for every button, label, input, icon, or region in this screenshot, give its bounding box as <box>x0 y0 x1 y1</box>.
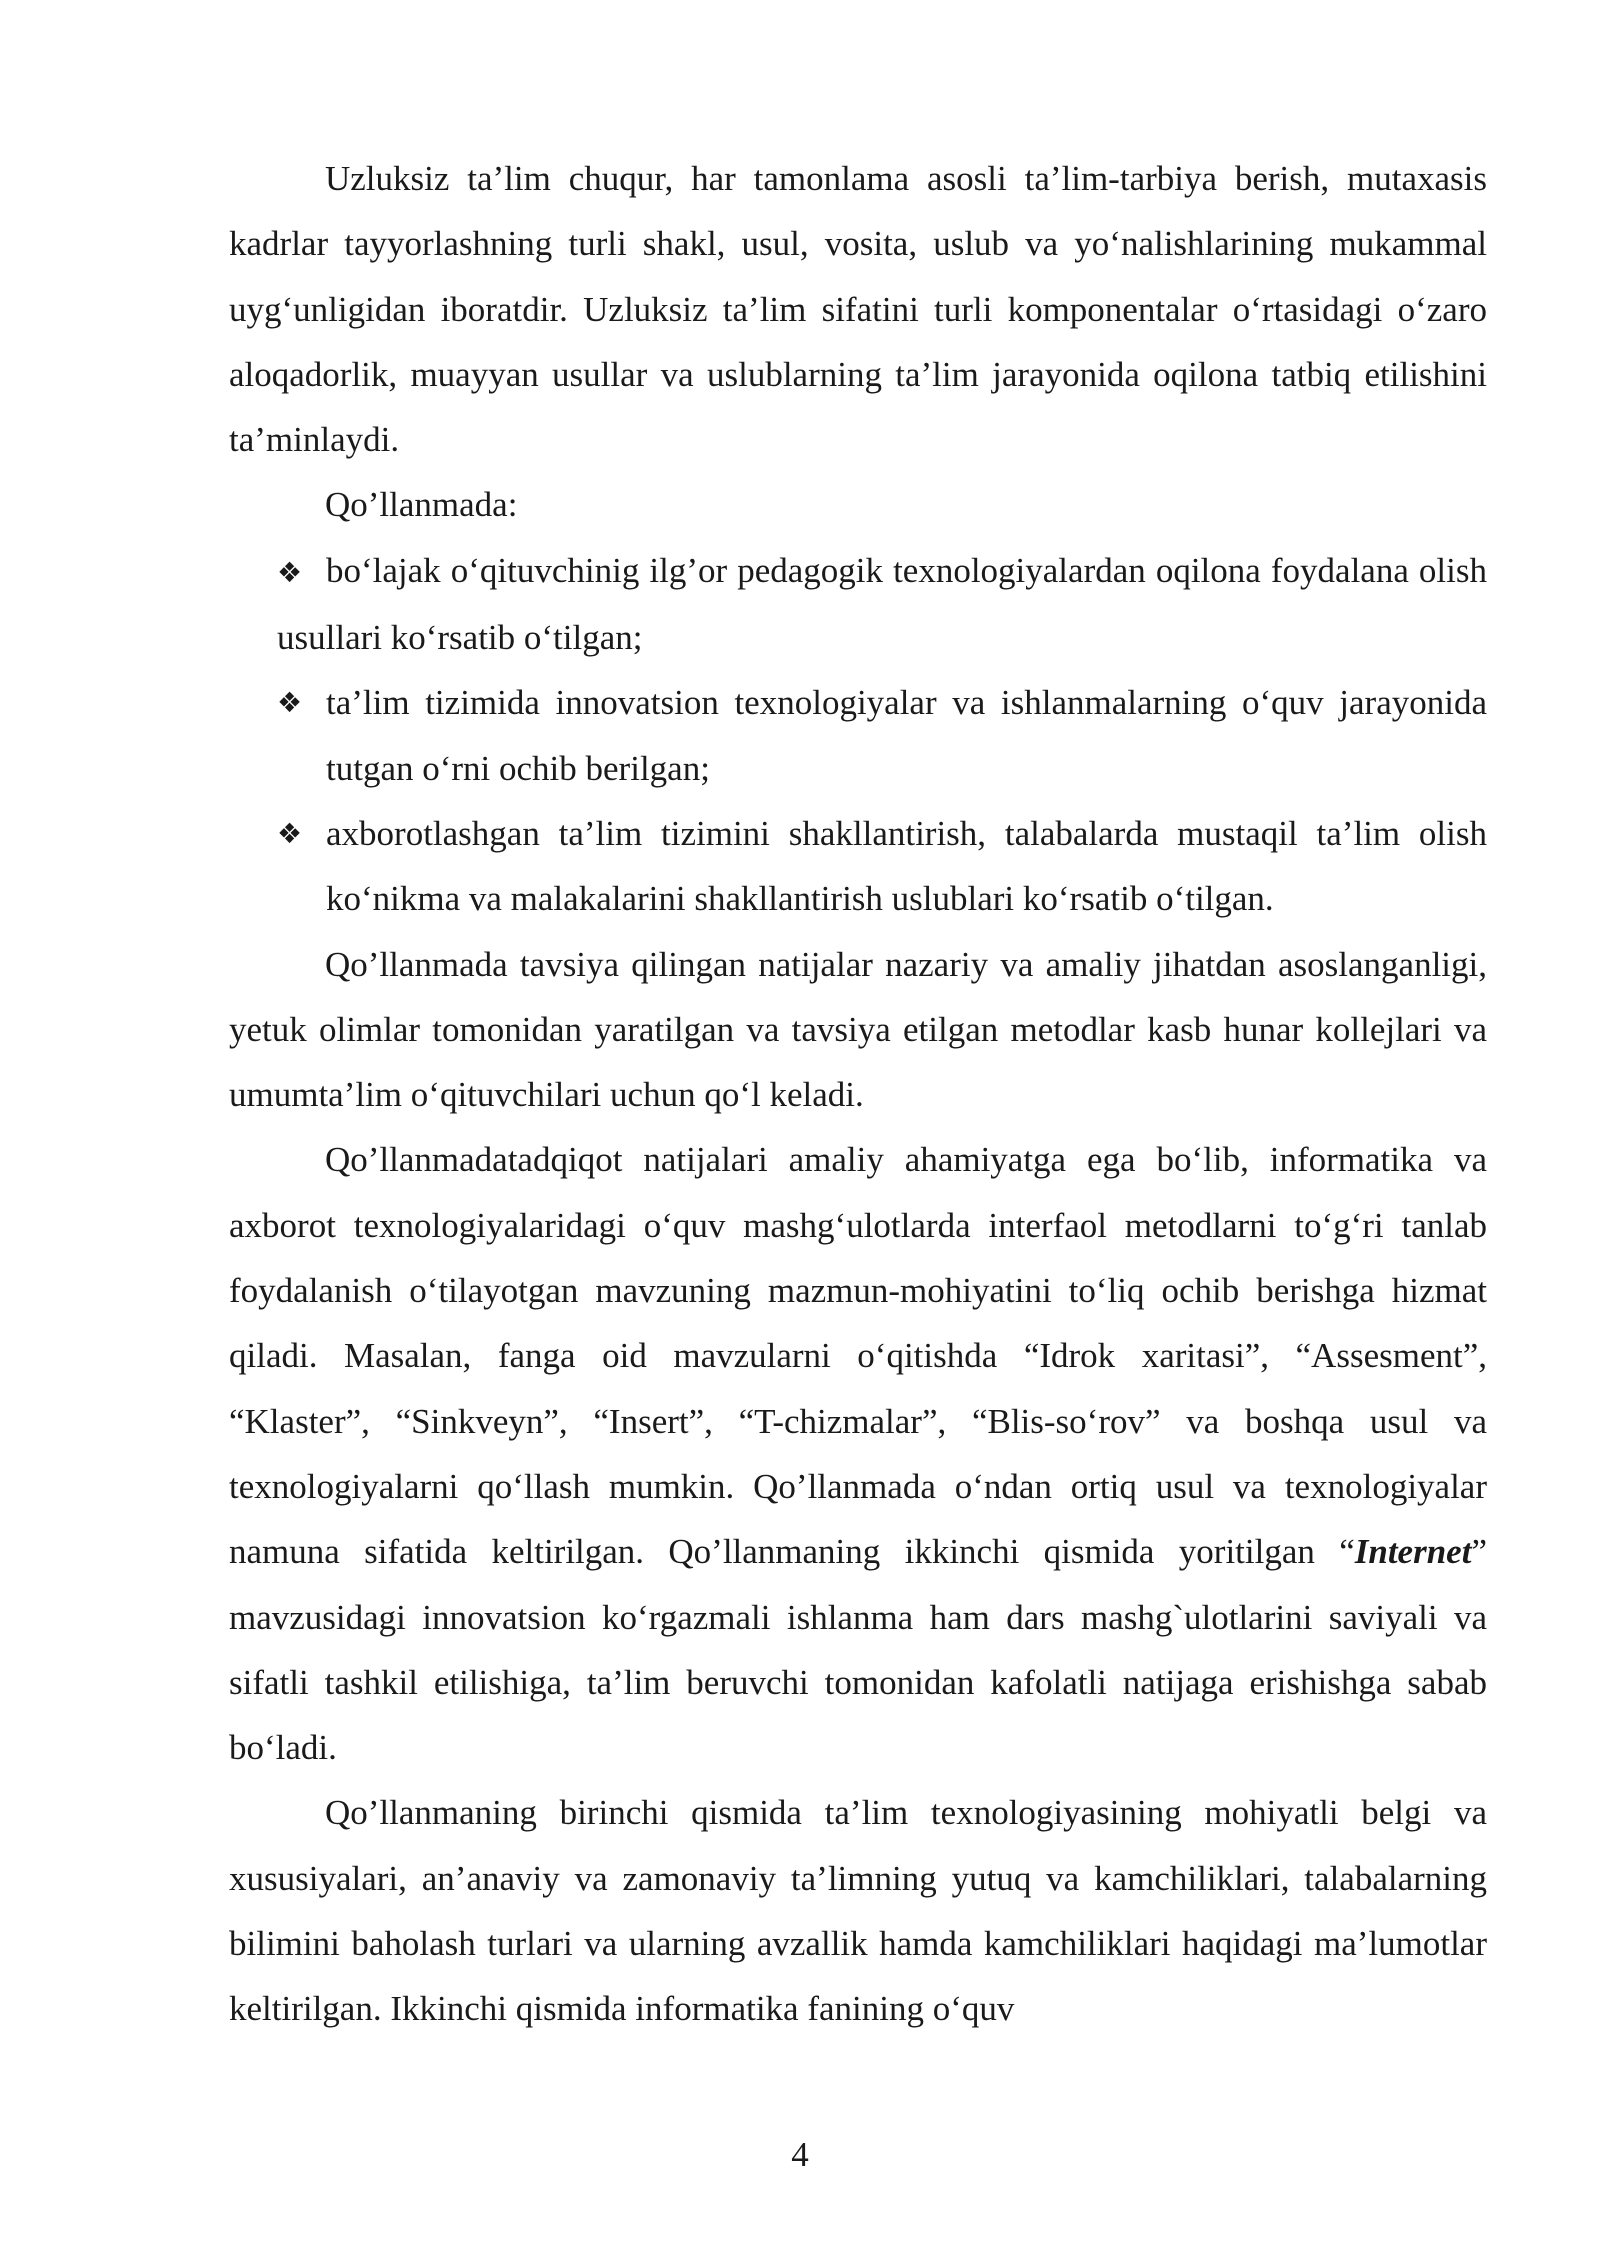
bullet-item-text: bo‘lajak o‘qituvchinig ilg’or pedagogik texnologiyalardan oqilona foydalana olish usullari ko‘rsatib o‘tilgan; <box>277 550 1487 658</box>
paragraph-tadqiqot-natijalari <box>229 1127 1487 1780</box>
paragraph-text-before: Qo’llanmadatadqiqot natijalari amaliy ahamiyatga ega bo‘lib, informatika va axborot texnologiyalaridagi o‘quv mashg‘ulotlarda interfaol metodlarni to‘g‘ri tanlab foydalanish o‘tilayotgan mavzuning mazmun-mohiyatini to‘liq ochib berishga hizmat qiladi. Masalan, fanga oid mavzularni o‘qitishda “Idrok xaritasi”, “Assesment”, “Klaster”, “Sinkveyn”, “Insert”, “T-chizmalar”, “Blis-so‘rov” va boshqa usul va texnologiyalarni qo‘llash mumkin. Qo’llanmada o‘ndan ortiq usul va texnologiyalar namuna sifatida keltirilgan. Qo’llanmaning ikkinchi qismida yoritilgan “ <box>229 1140 1487 1572</box>
paragraph-text-after: ” mavzusidagi innovatsion ko‘rgazmali ishlanma ham dars mashg`ulotlarini saviyali va sifatli tashkil etilishiga, ta’lim beruvchi tomonidan kafolatli natijaga erishishga sabab bo‘ladi. <box>229 1532 1487 1768</box>
page-number: 4 <box>791 2135 809 2174</box>
diamond-bullet-icon: ❖ <box>277 686 303 720</box>
bullet-item-text: ta’lim tizimida innovatsion texnologiyalar va ishlanmalarning o‘quv jarayonida tutgan o‘rni ochib berilgan; <box>326 683 1487 788</box>
bullet-item-2 <box>277 670 1487 801</box>
paragraph-uzluksiz-talim: Uzluksiz ta’lim chuqur, har tamonlama asosli ta’lim-tarbiya berish, mutaxasis kadrlar tayyorlashning turli shakl, usul, vosita, uslub va yo‘nalishlarining mukammal uyg‘unligidan iboratdir. Uzluksiz ta’lim sifatini turli komponentalar o‘rtasidagi o‘zaro aloqadorlik, muayyan usullar va uslublarning ta’lim jarayonida oqilona tatbiq etilishini ta’minlaydi. <box>229 159 1487 460</box>
bullet-item-3 <box>277 801 1487 932</box>
diamond-bullet-icon: ❖ <box>277 555 303 589</box>
paragraph-qollanmada-heading: Qo’llanmada: <box>325 485 518 525</box>
bullet-list <box>229 538 1487 932</box>
document-page-body <box>229 146 1487 2042</box>
paragraph-tavsiya-natijalar: Qo’llanmada tavsiya qilingan natijalar nazariy va amaliy jihatdan asoslanganligi, yetuk olimlar tomonidan yaratilgan va tavsiya etilgan metodlar kasb hunar kollejlari va umumta’lim o‘qituvchilari uchun qo‘l keladi. <box>229 944 1487 1115</box>
diamond-bullet-icon: ❖ <box>277 816 303 850</box>
internet-emphasis: Internet <box>1354 1532 1472 1572</box>
bullet-item-text: axborotlashgan ta’lim tizimini shakllantirish, talabalarda mustaqil ta’lim olish ko‘nikma va malakalarini shakllantirish uslublari ko‘rsatib o‘tilgan. <box>326 813 1487 919</box>
bullet-item-1 <box>277 538 1487 671</box>
paragraph-birinchi-qism: Qo’llanmaning birinchi qismida ta’lim texnologiyasining mohiyatli belgi va xususiyalari, an’anaviy va zamonaviy ta’limning yutuq va kamchiliklari, talabalarning bilimini baholash turlari va ularning avzallik hamda kamchiliklari haqidagi ma’lumotlar keltirilgan. Ikkinchi qismida informatika fanining o‘quv <box>229 1793 1487 2029</box>
